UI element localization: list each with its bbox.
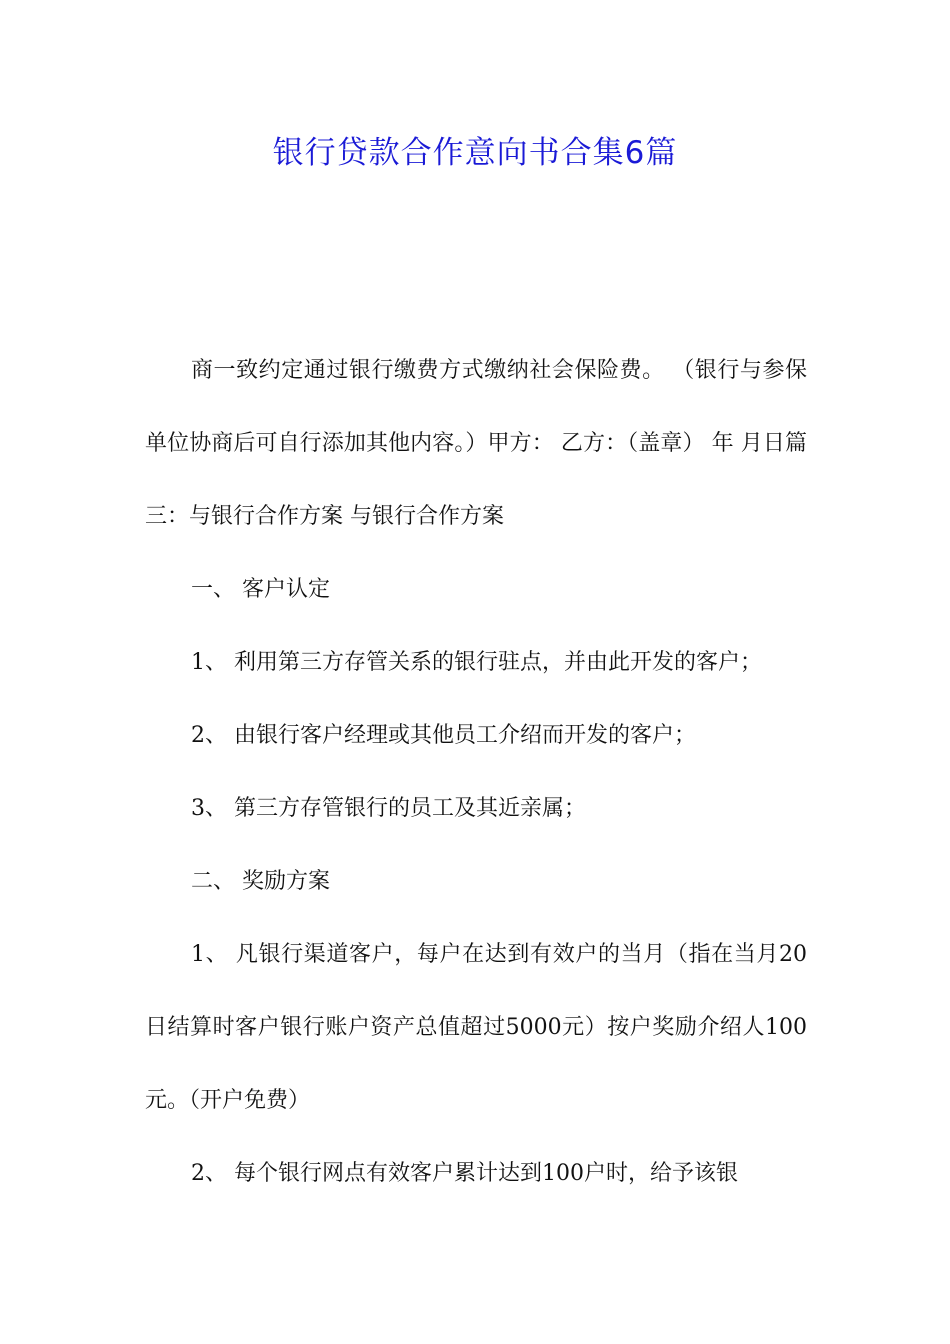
list-item: 2、 由银行客户经理或其他员工介绍而开发的客户； bbox=[191, 723, 696, 748]
document-body bbox=[145, 334, 807, 1210]
paragraph-intro: 商一致约定通过银行缴费方式缴纳社会保险费。 （银行与参保单位协商后可自行添加其他内容。）甲方： 乙方：（盖章） 年 月日篇三：与银行合作方案 与银行合作方案 bbox=[145, 358, 807, 529]
list-item: 3、 第三方存管银行的员工及其近亲属； bbox=[191, 796, 586, 821]
document-title: 银行贷款合作意向书合集6篇 bbox=[272, 135, 678, 171]
list-item: 2、 每个银行网点有效客户累计达到100户时，给予该银 bbox=[191, 1161, 738, 1186]
section-heading-reward: 二、 奖励方案 bbox=[191, 869, 330, 894]
list-item: 1、 凡银行渠道客户，每户在达到有效户的当月（指在当月20日结算时客户银行账户资产总值超过5000元）按户奖励介绍人100元。（开户免费） bbox=[145, 942, 807, 1113]
section-heading-customer: 一、 客户认定 bbox=[191, 577, 330, 602]
list-item: 1、 利用第三方存管关系的银行驻点，并由此开发的客户； bbox=[191, 650, 762, 675]
